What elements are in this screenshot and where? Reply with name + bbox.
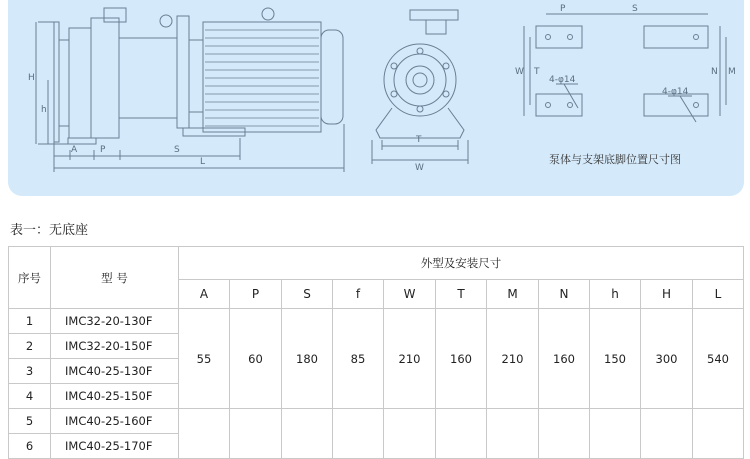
fp-label-P: P xyxy=(560,4,566,14)
row-no: 2 xyxy=(9,334,51,359)
value-cell-empty xyxy=(333,409,384,459)
pump-side-view xyxy=(36,8,344,172)
fp-label-W: W xyxy=(515,67,524,77)
value-f: 85 xyxy=(333,309,384,409)
row-no: 1 xyxy=(9,309,51,334)
row-model: IMC40-25-130F xyxy=(51,359,179,384)
value-W: 210 xyxy=(384,309,436,409)
header-model: 型 号 xyxy=(51,247,179,309)
dim-label-H: H xyxy=(28,73,35,83)
header-dim-T: T xyxy=(436,280,487,309)
value-L: 540 xyxy=(693,309,744,409)
dim-label-L: L xyxy=(200,157,206,167)
header-dim-H: H xyxy=(641,280,693,309)
dimension-drawing-panel xyxy=(8,0,744,196)
value-A: 55 xyxy=(179,309,230,409)
value-cell-empty xyxy=(590,409,641,459)
row-no: 4 xyxy=(9,384,51,409)
value-cell-empty xyxy=(487,409,539,459)
table-row xyxy=(9,309,744,334)
row-model: IMC40-25-150F xyxy=(51,384,179,409)
foot-footprint-view xyxy=(524,14,726,122)
value-cell-empty xyxy=(641,409,693,459)
fp-label-hole-a: 4-φ14 xyxy=(549,75,576,85)
fp-label-hole-b: 4-φ14 xyxy=(662,87,689,97)
table-caption: 表一：无底座 xyxy=(10,223,89,238)
row-model: IMC40-25-170F xyxy=(51,434,179,459)
fp-label-N: N xyxy=(711,67,718,77)
header-group: 外型及安装尺寸 xyxy=(179,247,744,280)
dim-label-T: T xyxy=(416,135,422,145)
header-dim-P: P xyxy=(230,280,282,309)
dim-label-A: A xyxy=(71,145,78,155)
row-no: 3 xyxy=(9,359,51,384)
header-dim-W: W xyxy=(384,280,436,309)
header-no: 序号 xyxy=(9,247,51,309)
row-no: 5 xyxy=(9,409,51,434)
fp-label-M: M xyxy=(728,67,736,77)
row-no: 6 xyxy=(9,434,51,459)
dimension-table xyxy=(8,246,744,459)
value-H: 300 xyxy=(641,309,693,409)
header-dim-N: N xyxy=(539,280,590,309)
value-cell-empty xyxy=(230,409,282,459)
fp-label-S: S xyxy=(632,4,638,14)
value-cell-empty xyxy=(539,409,590,459)
value-cell-empty xyxy=(436,409,487,459)
drawing-caption: 泵体与支架底脚位置尺寸图 xyxy=(549,153,681,166)
row-model: IMC32-20-130F xyxy=(51,309,179,334)
dim-label-P: P xyxy=(100,145,106,155)
dim-label-W: W xyxy=(415,163,424,173)
table-row xyxy=(9,409,744,434)
value-M: 210 xyxy=(487,309,539,409)
header-dim-A: A xyxy=(179,280,230,309)
value-S: 180 xyxy=(282,309,333,409)
header-dim-S: S xyxy=(282,280,333,309)
value-cell-empty xyxy=(384,409,436,459)
fp-label-T: T xyxy=(534,67,540,77)
dim-label-h: h xyxy=(41,105,47,115)
header-dim-h: h xyxy=(590,280,641,309)
value-cell-empty xyxy=(282,409,333,459)
value-P: 60 xyxy=(230,309,282,409)
dim-label-S: S xyxy=(174,145,180,155)
value-cell-empty xyxy=(179,409,230,459)
value-T: 160 xyxy=(436,309,487,409)
pump-dimension-drawing xyxy=(8,0,744,196)
header-dim-f: f xyxy=(333,280,384,309)
header-dim-L: L xyxy=(693,280,744,309)
value-N: 160 xyxy=(539,309,590,409)
value-cell-empty xyxy=(693,409,744,459)
row-model: IMC40-25-160F xyxy=(51,409,179,434)
value-h: 150 xyxy=(590,309,641,409)
row-model: IMC32-20-150F xyxy=(51,334,179,359)
header-dim-M: M xyxy=(487,280,539,309)
